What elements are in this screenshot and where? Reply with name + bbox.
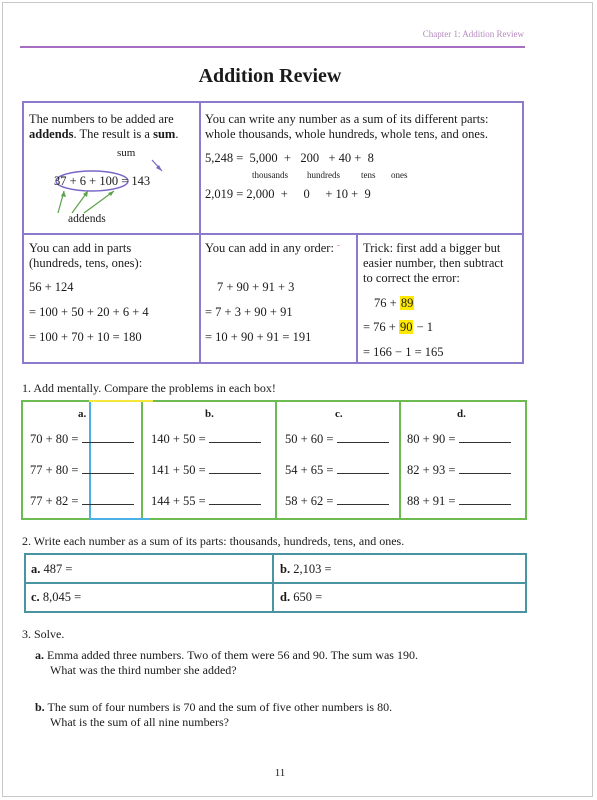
problem-a3: 77 + 82 = <box>30 494 134 509</box>
trick-l4: 76 + 89 <box>374 296 414 310</box>
q1-col-sep <box>399 402 401 518</box>
label-thousands: thousands <box>252 170 288 180</box>
trick-line3: to correct the error: <box>363 271 460 285</box>
answer-blank[interactable] <box>337 432 389 443</box>
q1-head-d: d. <box>457 408 466 420</box>
q2-row-sep <box>26 582 525 584</box>
trick-l6: = 166 − 1 = 165 <box>363 345 444 359</box>
highlight-90: 90 <box>399 320 413 334</box>
problem-d1: 80 + 90 = <box>407 432 511 447</box>
problem-c2: 54 + 65 = <box>285 463 389 478</box>
q2-item-d[interactable]: d. 650 = <box>280 590 323 604</box>
q1-prompt: 1. Add mentally. Compare the problems in each box! <box>22 381 276 395</box>
parts-eq1: 5,248 = 5,000 + 200 + 40 + 8 <box>205 151 374 165</box>
problem-d2: 82 + 93 = <box>407 463 511 478</box>
q2-table <box>24 553 527 613</box>
problem-c1: 50 + 60 = <box>285 432 389 447</box>
answer-blank[interactable] <box>337 494 389 505</box>
addends-diagram <box>44 155 194 225</box>
parts-eq2: 2,019 = 2,000 + 0 + 10 + 9 <box>205 187 371 201</box>
any-order-line1: You can add in any order: $^ˉ$ <box>205 241 341 255</box>
addends-line1: The numbers to be added are <box>29 112 174 126</box>
addends-expression: 37 + 6 + 100 = 143 <box>54 174 151 188</box>
label-ones: ones <box>391 170 408 180</box>
q3-a-line2: What was the third number she added? <box>50 663 237 677</box>
page-title: Addition Review <box>198 65 342 87</box>
any-order-l2: 7 + 90 + 91 + 3 <box>217 280 295 294</box>
red-mark-icon: ˉ <box>337 243 341 253</box>
addends-line2: addends. The result is a sum. <box>29 127 179 141</box>
problem-d3: 88 + 91 = <box>407 494 511 509</box>
trick-line2: easier number, then subtract <box>363 256 504 270</box>
problem-a2: 77 + 80 = <box>30 463 134 478</box>
answer-blank[interactable] <box>82 494 134 505</box>
in-parts-line2: (hundreds, tens, ones): <box>29 256 143 270</box>
answer-blank[interactable] <box>459 494 511 505</box>
q1-table <box>21 400 527 520</box>
problem-b1: 140 + 50 = <box>151 432 261 447</box>
answer-blank[interactable] <box>209 494 261 505</box>
header-rule <box>20 46 525 48</box>
q1-col-sep <box>141 402 143 518</box>
q1-col-sep <box>275 402 277 518</box>
q2-item-b[interactable]: b. 2,103 = <box>280 562 332 576</box>
q2-prompt: 2. Write each number as a sum of its parts: thousands, hundreds, tens, and ones. <box>22 534 405 548</box>
parts-line1: You can write any number as a sum of its different parts: <box>205 112 489 126</box>
yellow-mark <box>89 400 153 402</box>
problem-a1: 70 + 80 = <box>30 432 134 447</box>
label-tens: tens <box>361 170 376 180</box>
in-parts-l3: 56 + 124 <box>29 280 74 294</box>
q3-b-line1: b. The sum of four numbers is 70 and the sum of five other numbers is 80. <box>35 700 393 714</box>
highlight-89: 89 <box>400 296 414 310</box>
review-box <box>22 101 524 364</box>
q1-head-b: b. <box>205 408 214 420</box>
label-hundreds: hundreds <box>307 170 340 180</box>
blue-mark <box>89 518 149 520</box>
answer-blank[interactable] <box>82 432 134 443</box>
answer-blank[interactable] <box>459 432 511 443</box>
q2-item-c[interactable]: c. 8,045 = <box>31 590 82 604</box>
review-divider-h <box>24 233 522 235</box>
q3-prompt: 3. Solve. <box>22 627 65 641</box>
answer-blank[interactable] <box>337 463 389 474</box>
review-divider-v2 <box>356 233 358 362</box>
problem-b2: 141 + 50 = <box>151 463 261 478</box>
in-parts-line1: You can add in parts <box>29 241 132 255</box>
q2-item-a[interactable]: a. 487 = <box>31 562 73 576</box>
chapter-header: Chapter 1: Addition Review <box>422 29 524 39</box>
sum-label: sum <box>117 147 136 159</box>
answer-blank[interactable] <box>82 463 134 474</box>
problem-b3: 144 + 55 = <box>151 494 261 509</box>
q3-b-line2: What is the sum of all nine numbers? <box>50 715 229 729</box>
answer-blank[interactable] <box>209 463 261 474</box>
any-order-l4: = 10 + 90 + 91 = 191 <box>205 330 312 344</box>
in-parts-l4: = 100 + 50 + 20 + 6 + 4 <box>29 305 149 319</box>
q3-a-line1: a. Emma added three numbers. Two of them were 56 and 90. The sum was 190. <box>35 648 418 662</box>
q1-head-a: a. <box>78 408 87 420</box>
answer-blank[interactable] <box>459 463 511 474</box>
answer-blank[interactable] <box>209 432 261 443</box>
in-parts-l5: = 100 + 70 + 10 = 180 <box>29 330 142 344</box>
problem-c3: 58 + 62 = <box>285 494 389 509</box>
trick-l5: = 76 + 90 − 1 <box>363 320 434 334</box>
q1-head-c: c. <box>335 408 343 420</box>
page-number: 11 <box>274 767 286 779</box>
parts-line2: whole thousands, whole hundreds, whole tens, and ones. <box>205 127 488 141</box>
trick-line1: Trick: first add a bigger but <box>363 241 501 255</box>
any-order-l3: = 7 + 3 + 90 + 91 <box>205 305 293 319</box>
addends-label: addends <box>68 213 106 225</box>
